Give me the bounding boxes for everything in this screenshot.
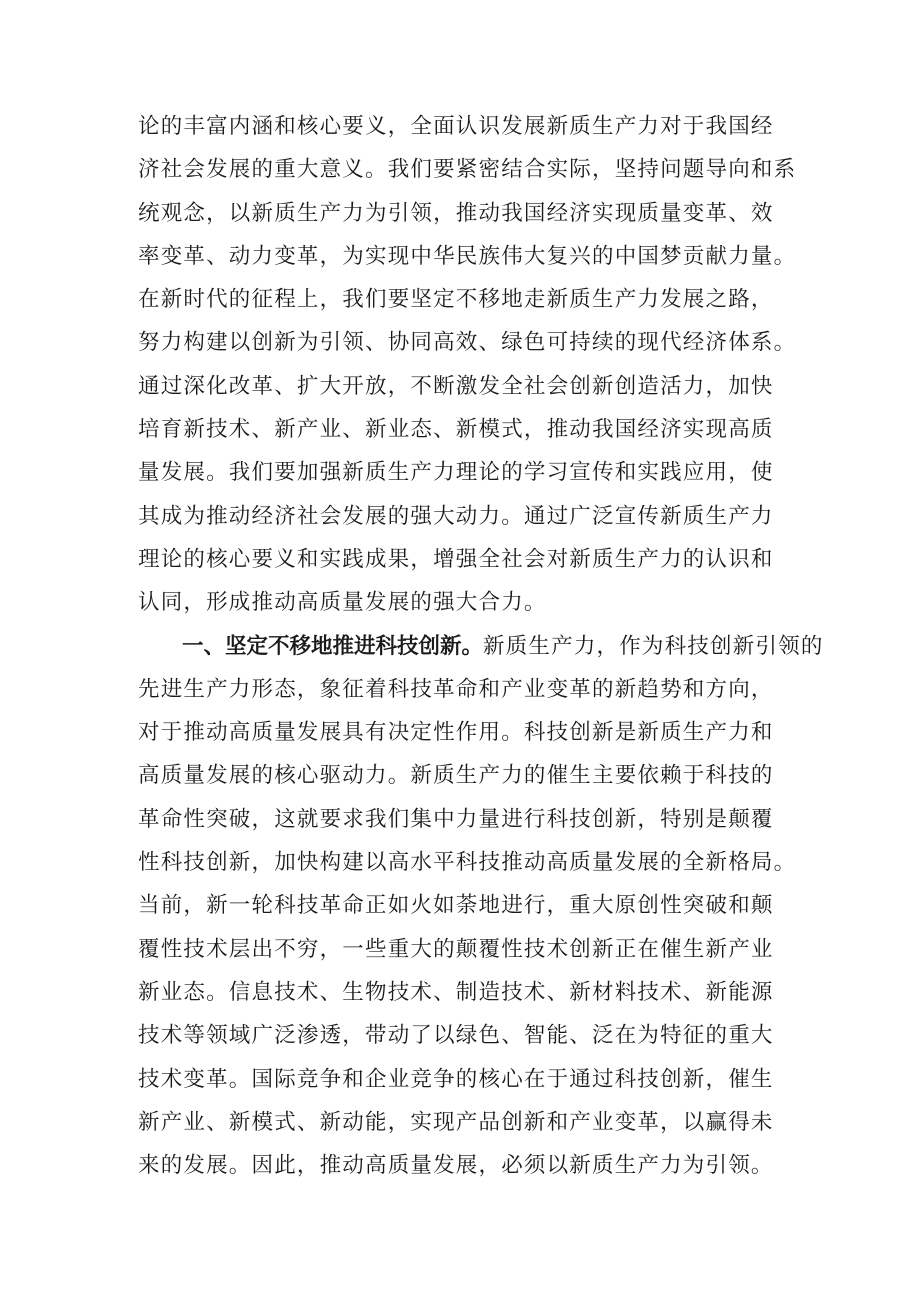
paragraph-line: 培育新技术、新产业、新业态、新模式，推动我国经济实现高质 — [138, 417, 774, 443]
section-first-line-text: 新质生产力，作为科技创新引领的 — [483, 633, 824, 659]
section-first-line — [138, 625, 824, 668]
paragraph-line: 论的丰富内涵和核心要义，全面认识发展新质生产力对于我国经 — [138, 114, 774, 139]
paragraph-line: 技术等领域广泛渗透，带动了以绿色、智能、泛在为特征的重大 — [138, 1023, 774, 1049]
paragraph-line: 高质量发展的核心驱动力。新质生产力的催生主要依赖于科技的 — [138, 763, 774, 789]
paragraph-line: 性科技创新，加快构建以高水平科技推动高质量发展的全新格局。 — [138, 850, 797, 876]
paragraph-line: 技术变革。国际竞争和企业竞争的核心在于通过科技创新，催生 — [138, 1066, 774, 1092]
paragraph-line: 理论的核心要义和实践成果，增强全社会对新质生产力的认识和 — [138, 546, 774, 572]
paragraph-line: 通过深化改革、扩大开放，不断激发全社会创新创造活力，加快 — [138, 373, 774, 399]
paragraph-line: 认同，形成推动高质量发展的强大合力。 — [138, 590, 547, 616]
body-text — [138, 105, 824, 1187]
paragraph-line: 率变革、动力变革，为实现中华民族伟大复兴的中国梦贡献力量。 — [138, 243, 797, 269]
section-heading: 一、坚定不移地推进科技创新。 — [182, 633, 484, 659]
paragraph-line: 新业态。信息技术、生物技术、制造技术、新材料技术、新能源 — [138, 979, 774, 1005]
paragraph-line: 在新时代的征程上，我们要坚定不移地走新质生产力发展之路， — [138, 287, 774, 313]
paragraph-line: 革命性突破，这就要求我们集中力量进行科技创新，特别是颠覆 — [138, 806, 774, 832]
paragraph-line: 覆性技术层出不穷，一些重大的颠覆性技术创新正在催生新产业 — [138, 936, 774, 962]
paragraph-line: 来的发展。因此，推动高质量发展，必须以新质生产力为引领。 — [138, 1153, 774, 1179]
paragraph-line: 济社会发展的重大意义。我们要紧密结合实际，坚持问题导向和系 — [138, 157, 797, 183]
paragraph-line: 统观念，以新质生产力为引领，推动我国经济实现质量变革、效 — [138, 200, 774, 226]
paragraph-line: 当前，新一轮科技革命正如火如荼地进行，重大原创性突破和颠 — [138, 893, 774, 919]
paragraph-line: 其成为推动经济社会发展的强大动力。通过广泛宣传新质生产力 — [138, 503, 774, 529]
paragraph-line: 努力构建以创新为引领、协同高效、绿色可持续的现代经济体系。 — [138, 330, 797, 356]
paragraph-line: 新产业、新模式、新动能，实现产品创新和产业变革，以赢得未 — [138, 1109, 774, 1135]
paragraph-line: 先进生产力形态，象征着科技革命和产业变革的新趋势和方向， — [138, 676, 774, 702]
paragraph-line: 量发展。我们要加强新质生产力理论的学习宣传和实践应用，使 — [138, 460, 774, 486]
paragraph-line: 对于推动高质量发展具有决定性作用。科技创新是新质生产力和 — [138, 720, 774, 746]
